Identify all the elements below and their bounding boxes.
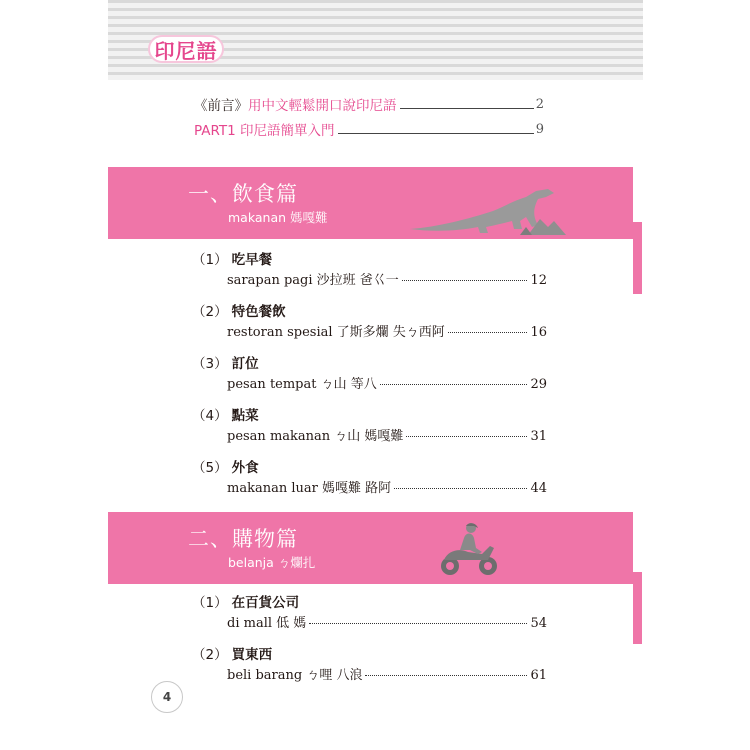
scooter-rider-icon	[438, 520, 500, 578]
list-item[interactable]	[192, 643, 547, 683]
list-item[interactable]	[192, 248, 547, 288]
page-number: 4	[151, 681, 183, 713]
section-heading: 二、購物篇	[188, 527, 298, 551]
item-title: 在百貨公司	[231, 595, 300, 611]
item-phrase: pesan tempat ㄅ山 等八	[227, 377, 377, 392]
item-number: （2）	[192, 304, 228, 320]
item-page: 16	[530, 325, 547, 340]
item-title: 點菜	[231, 408, 259, 424]
dot-leader	[309, 623, 527, 624]
item-number: （1）	[192, 252, 228, 268]
item-phrase: pesan makanan ㄅ山 媽嘎難	[227, 429, 404, 444]
item-page: 54	[530, 616, 547, 631]
toc-page: 9	[535, 121, 544, 137]
leader-line	[400, 100, 534, 109]
item-page: 12	[530, 273, 547, 288]
item-page: 61	[530, 668, 547, 683]
item-page: 29	[530, 377, 547, 392]
item-title: 訂位	[231, 356, 259, 372]
list-item[interactable]	[192, 591, 547, 631]
list-item[interactable]	[192, 404, 547, 444]
toc-prefix: 《前言》	[194, 98, 248, 114]
item-phrase: makanan luar 媽嘎難 路阿	[227, 481, 392, 496]
section-subtitle: belanja ㄅ爛扎	[228, 555, 316, 570]
section-heading: 一、飲食篇	[188, 182, 298, 206]
list-item[interactable]	[192, 456, 547, 496]
side-tab-shopping	[633, 572, 642, 644]
list-item[interactable]	[192, 352, 547, 392]
item-number: （3）	[192, 356, 228, 372]
item-title: 特色餐飲	[231, 304, 286, 320]
item-number: （4）	[192, 408, 228, 424]
toc-entry-part1[interactable]	[194, 120, 544, 138]
toc-text: 用中文輕鬆開口說印尼語	[248, 98, 397, 114]
toc-entry-preface[interactable]	[194, 95, 544, 113]
item-title: 外食	[231, 460, 259, 476]
list-item[interactable]	[192, 300, 547, 340]
item-title: 吃早餐	[231, 252, 273, 268]
section-subtitle: makanan 媽嘎難	[228, 210, 328, 225]
item-page: 31	[530, 429, 547, 444]
section-band-shopping	[108, 512, 633, 584]
side-tab-food	[633, 222, 642, 294]
komodo-dragon-icon	[408, 177, 568, 237]
item-number: （5）	[192, 460, 228, 476]
item-phrase: di mall 低 媽	[227, 616, 307, 631]
item-number: （2）	[192, 647, 228, 663]
dot-leader	[365, 675, 527, 676]
item-phrase: sarapan pagi 沙拉班 爸巜一	[227, 273, 399, 288]
dot-leader	[402, 280, 528, 281]
dot-leader	[406, 436, 527, 437]
item-number: （1）	[192, 595, 228, 611]
item-title: 買東西	[231, 647, 273, 663]
dot-leader	[448, 332, 528, 333]
dot-leader	[394, 488, 527, 489]
leader-line	[338, 125, 534, 134]
book-page	[108, 0, 643, 750]
dot-leader	[380, 384, 528, 385]
toc-text: PART1 印尼語簡單入門	[194, 123, 335, 139]
item-page: 44	[530, 481, 547, 496]
item-phrase: beli barang ㄅ哩 八浪	[227, 668, 363, 683]
toc-page: 2	[535, 96, 544, 112]
page-title: 印尼語	[148, 35, 224, 63]
item-phrase: restoran spesial 了斯多爛 失ㄅ西阿	[227, 325, 445, 340]
section-band-food	[108, 167, 633, 239]
